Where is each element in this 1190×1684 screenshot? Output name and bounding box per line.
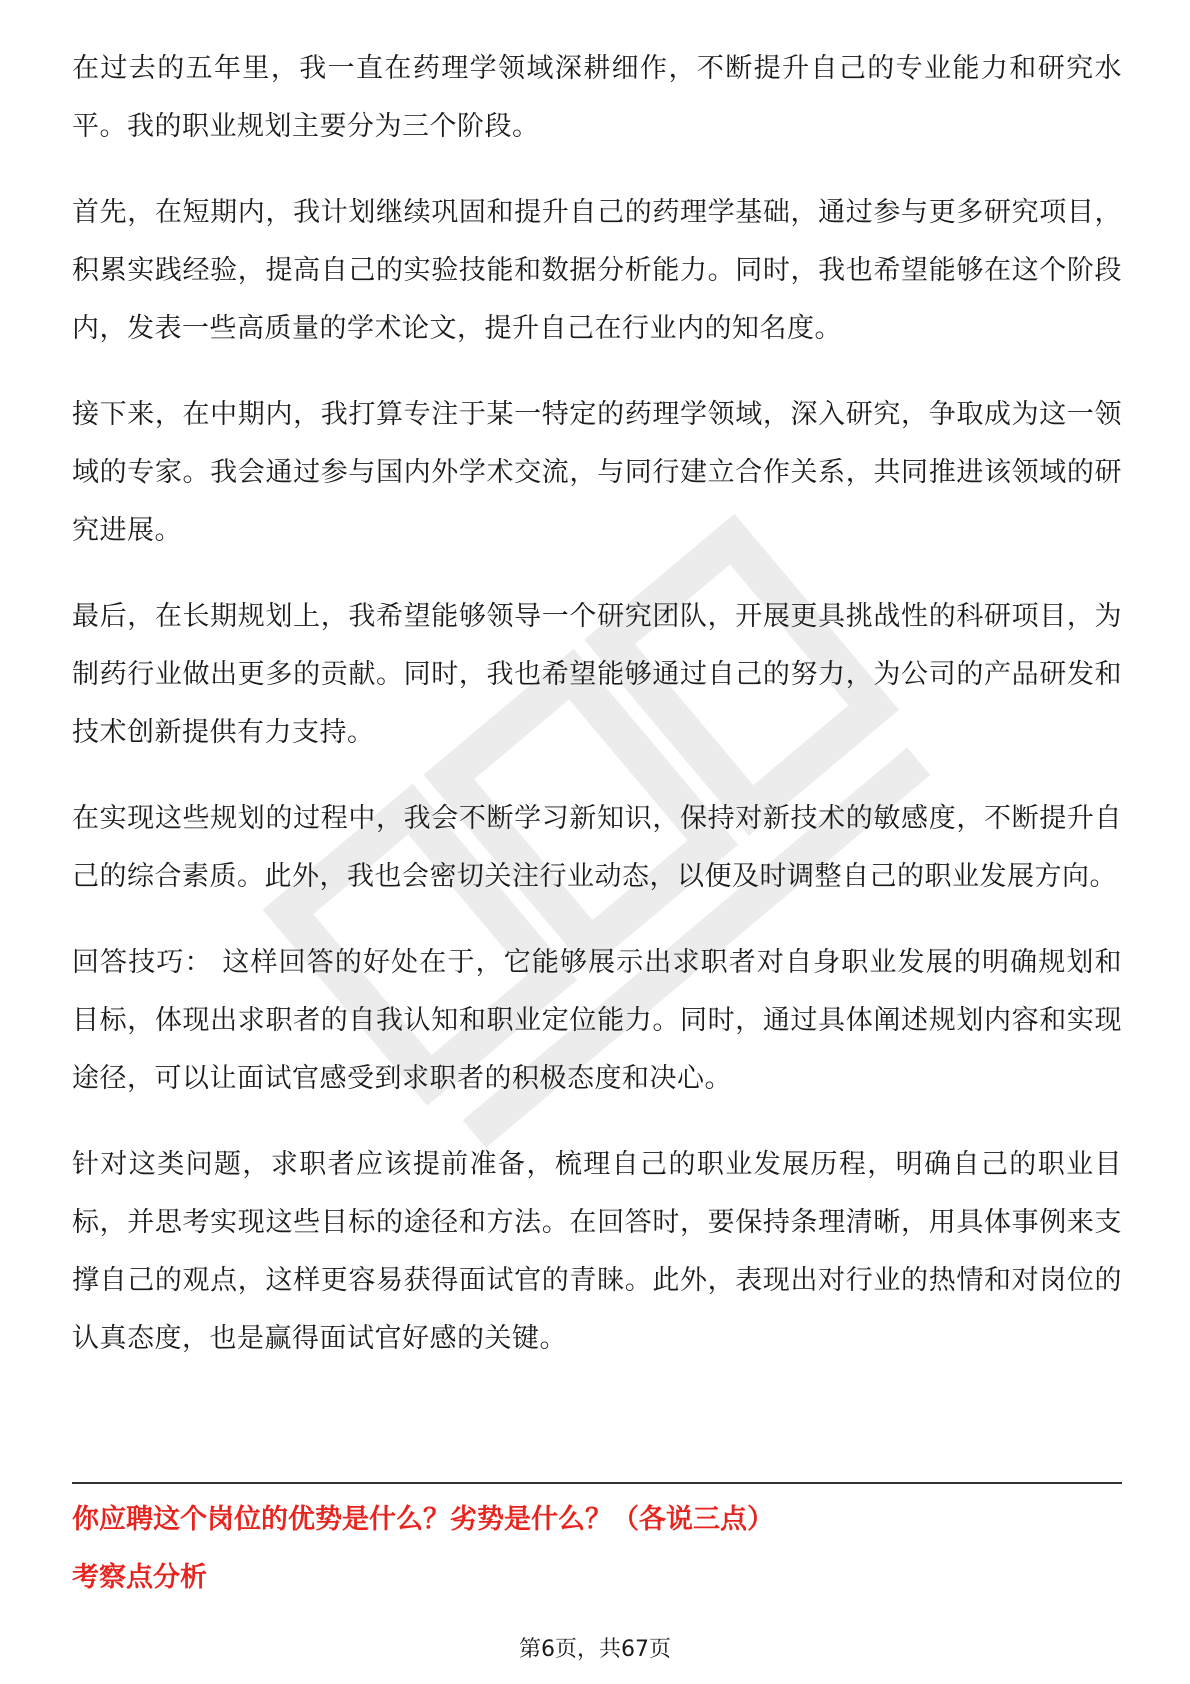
section-divider — [72, 1482, 1122, 1484]
paragraph-long-term: 最后，在长期规划上，我希望能够领导一个研究团队，开展更具挑战性的科研项目，为制药行业做出更多的贡献。同时，我也希望能够通过自己的努力，为公司的产品研发和技术创新提供有力支持。 — [72, 601, 1122, 748]
paragraph-mid-term: 接下来，在中期内，我打算专注于某一特定的药理学领域，深入研究，争取成为这一领域的专家。我会通过参与国内外学术交流，与同行建立合作关系，共同推进该领域的研究进展。 — [72, 399, 1122, 546]
paragraph-preparation-advice: 针对这类问题，求职者应该提前准备，梳理自己的职业发展历程，明确自己的职业目标，并思考实现这些目标的途径和方法。在回答时，要保持条理清晰，用具体事例来支撑自己的观点，这样更容易获得面试官的青睐。此外，表现出对行业的热情和对岗位的认真态度，也是赢得面试官好感的关键。 — [72, 1149, 1122, 1354]
paragraph-implementation: 在实现这些规划的过程中，我会不断学习新知识，保持对新技术的敏感度，不断提升自己的综合素质。此外，我也会密切关注行业动态，以便及时调整自己的职业发展方向。 — [72, 803, 1122, 892]
paragraph-career-intro: 在过去的五年里，我一直在药理学领域深耕细作，不断提升自己的专业能力和研究水平。我的职业规划主要分为三个阶段。 — [72, 53, 1122, 142]
question-heading: 你应聘这个岗位的优势是什么？劣势是什么？（各说三点） — [72, 1504, 774, 1535]
page-number: 第6页，共67页 — [519, 1637, 671, 1662]
document-body — [72, 40, 1122, 1396]
paragraph-short-term: 首先，在短期内，我计划继续巩固和提升自己的药理学基础，通过参与更多研究项目，积累实践经验，提高自己的实验技能和数据分析能力。同时，我也希望能够在这个阶段内，发表一些高质量的学术论文，提升自己在行业内的知名度。 — [72, 197, 1122, 344]
paragraph-answer-tips: 回答技巧： 这样回答的好处在于，它能够展示出求职者对自身职业发展的明确规划和目标，体现出求职者的自我认知和职业定位能力。同时，通过具体阐述规划内容和实现途径，可以让面试官感受到求职者的积极态度和决心。 — [72, 947, 1122, 1094]
analysis-subheading: 考察点分析 — [72, 1562, 207, 1593]
